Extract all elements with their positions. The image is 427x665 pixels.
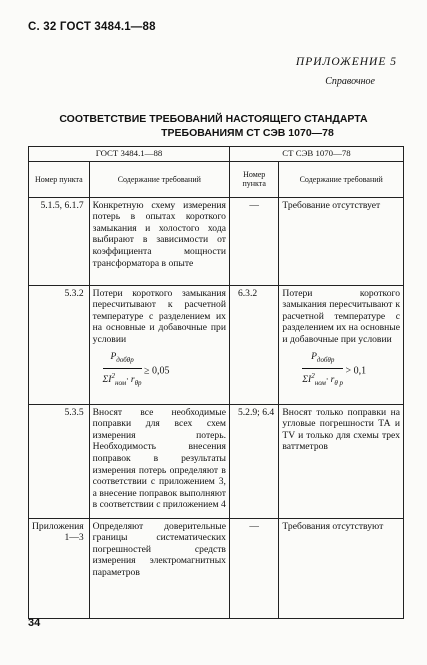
clause-number-right: 6.3.2 (229, 285, 278, 404)
formula-denominator: ΣI (102, 375, 112, 386)
formula-numerator-subscript-2: θр (327, 355, 335, 364)
clause-number-left: Приложения 1—3 (29, 518, 90, 618)
table-row (29, 404, 404, 518)
clause-number-left: 5.3.2 (29, 285, 90, 404)
formula-numerator: P (311, 351, 317, 362)
formula-denominator-resistance: · r (126, 375, 135, 386)
clause-number-right: — (229, 197, 278, 285)
formula-right (302, 352, 400, 390)
requirement-left: Определяют доверительные границы систематических погрешностей средств измерения электромагнитных параметров (89, 518, 229, 618)
table-row (29, 285, 404, 404)
requirement-left: Потери короткого замыкания пересчитывают к расчетной температуре с разделением их на основные и добавочные при условии (92, 287, 226, 345)
requirement-left: Вносят все необходимые поправки для всех схем измерения потерь. Необходимость внесения поправок в результаты измерения потерь определяют в соответствии с приложением 3, а внесение поправок выполняют в соответствии с приложением 4 (89, 404, 229, 518)
fraction (302, 352, 343, 390)
formula-numerator-subscript-2: θр (126, 355, 134, 364)
formula-numerator: P (110, 351, 117, 362)
formula-denominator-resistance-subscript: θ р (334, 379, 344, 388)
formula-numerator-subscript: доб (116, 355, 127, 364)
column-header-number-left: Номер пункта (29, 161, 90, 197)
requirement-right-cell (279, 285, 404, 404)
formula-denominator-subscript: ном (114, 379, 127, 388)
table-column-header-row (29, 161, 404, 197)
column-header-number-right: Номер пункта (229, 161, 278, 197)
page-number: 34 (28, 617, 41, 629)
formula-numerator-subscript: доб (316, 355, 328, 364)
formula-denominator-superscript: 2 (111, 372, 115, 381)
requirement-right: Потери короткого замыкания пересчитывают к расчетной температуре с разделением их на основные и добавочные при условии (282, 287, 400, 345)
column-header-requirements-right: Содержание требований (279, 161, 404, 197)
formula-denominator: ΣI (302, 375, 312, 386)
requirement-right: Требования отсутствуют (279, 518, 404, 618)
appendix-type: Справочное (325, 76, 375, 87)
requirement-right: Требование отсутствует (279, 197, 404, 285)
table-row (29, 518, 404, 618)
requirement-right: Вносят только поправки на угловые погрешности ТА и TV и только для схемы трех ваттметров (279, 404, 404, 518)
formula-relation: ≥ 0,05 (143, 364, 170, 376)
clause-number-left: 5.3.5 (29, 404, 90, 518)
comparison-table (28, 146, 404, 619)
column-header-requirements-left: Содержание требований (89, 161, 229, 197)
clause-number-right: 5.2.9; 6.4 (229, 404, 278, 518)
fraction (103, 352, 142, 390)
table-group-header-row (29, 147, 404, 162)
clause-number-left: 5.1.5, 6.1.7 (29, 197, 90, 285)
formula-denominator-resistance: · r (325, 375, 335, 386)
formula-denominator-superscript: 2 (311, 372, 315, 381)
formula-relation: > 0,1 (345, 364, 367, 376)
group-header-st-sev: СТ СЭВ 1070—78 (229, 147, 403, 162)
clause-number-right: — (229, 518, 278, 618)
formula-denominator-resistance-subscript: θр (134, 379, 142, 388)
table-row (29, 197, 404, 285)
requirement-left-cell (89, 285, 229, 404)
formula-denominator-subscript: ном (314, 379, 326, 388)
page-header: С. 32 ГОСТ 3484.1—88 (28, 21, 156, 33)
requirement-left: Конкретную схему измерения потерь в опытах короткого замыкания и холостого хода выбирают в зависимости от коэффициента мощности трансформатора в опыте (89, 197, 229, 285)
appendix-title: ПРИЛОЖЕНИЕ 5 (295, 56, 397, 68)
formula-left (103, 352, 226, 390)
group-header-gost: ГОСТ 3484.1—88 (29, 147, 230, 162)
document-title-line1: СООТВЕТСТВИЕ ТРЕБОВАНИЙ НАСТОЯЩЕГО СТАНДАРТА (59, 113, 368, 125)
document-title-line2: ТРЕБОВАНИЯМ СТ СЭВ 1070—78 (161, 127, 334, 139)
